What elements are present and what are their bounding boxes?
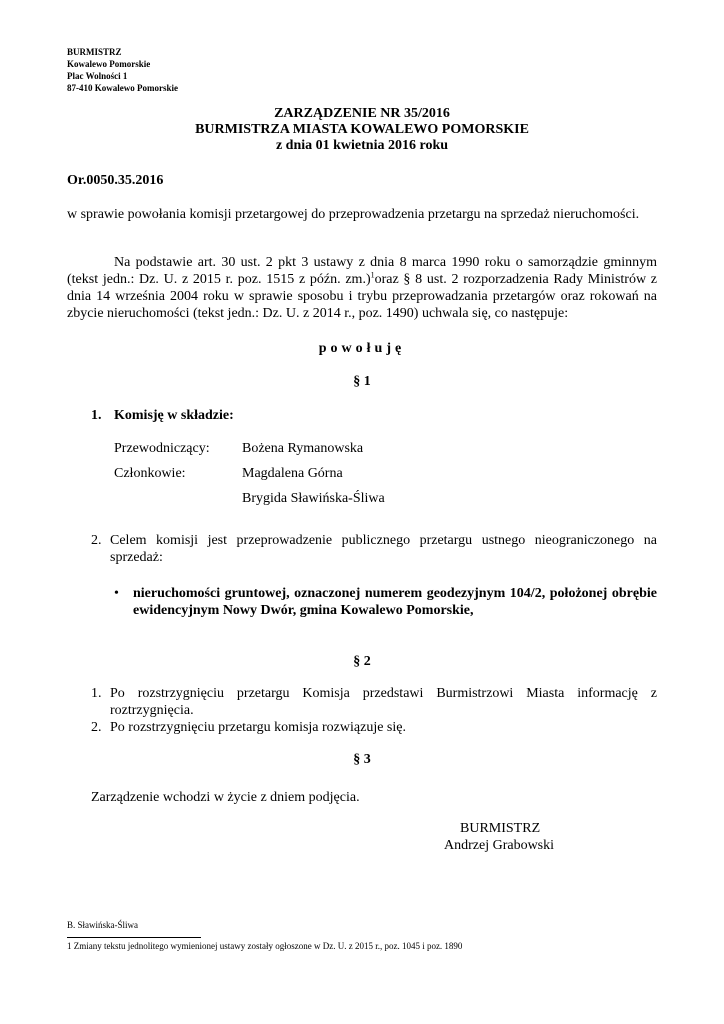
letterhead: [67, 46, 178, 94]
section-3-heading: § 3: [353, 752, 371, 767]
section-2-item-2-text: Po rozstrzygnięciu przetargu komisja rozwiązuje się.: [110, 720, 406, 735]
chair-name: Bożena Rymanowska: [242, 441, 364, 456]
document-date: z dnia 01 kwietnia 2016 roku: [275, 138, 449, 153]
legal-basis-part1: Na podstawie art. 30 ust. 2 pkt 3 ustawy z dnia 8 marca 1990 roku o samorządzie gminnym (tekst jedn.: Dz. U. z 2015 r. poz. 1515 z późn. zm.): [67, 255, 657, 287]
document-issuer: BURMISTRZA MIASTA KOWALEWO POMORSKIE: [195, 122, 529, 137]
letterhead-title: BURMISTRZ: [67, 47, 122, 57]
signature-name: Andrzej Grabowski: [444, 838, 555, 853]
decree-word: powołuję: [318, 341, 406, 356]
signature-title: BURMISTRZ: [460, 821, 541, 836]
section-2-item-2-number: 2.: [91, 720, 102, 735]
member-2-name: Brygida Sławińska-Śliwa: [242, 491, 385, 506]
committee-heading: Komisję w składzie:: [114, 408, 234, 423]
legal-basis-paragraph: [67, 254, 657, 322]
members-label: Członkowie:: [114, 466, 186, 481]
letterhead-town: Kowalewo Pomorskie: [67, 59, 151, 69]
section-2-heading: § 2: [353, 654, 371, 669]
chair-label: Przewodniczący:: [114, 441, 210, 456]
member-1-name: Magdalena Górna: [242, 466, 343, 481]
letterhead-street: Plac Wolności 1: [67, 71, 128, 81]
section-3-text: Zarządzenie wchodzi w życie z dniem podjęcia.: [91, 790, 360, 805]
letterhead-postal: 87-410 Kowalewo Pomorskie: [67, 83, 178, 93]
section-1-item-1-number: 1.: [91, 408, 102, 423]
document-title: ZARZĄDZENIE NR 35/2016: [274, 106, 450, 121]
footnote-separator: [67, 937, 201, 938]
reference-number: Or.0050.35.2016: [67, 173, 164, 188]
section-1-item-2-text: Celem komisji jest przeprowadzenie publicznego przetargu ustnego nieograniczonego na sprzedaż:: [110, 533, 657, 565]
footnote-reference: 1: [370, 270, 375, 280]
author-initials: B. Sławińska-Śliwa: [67, 920, 138, 930]
section-1-item-2-number: 2.: [91, 533, 102, 548]
section-1-heading: § 1: [353, 374, 371, 389]
bullet: •: [114, 586, 119, 601]
subject-text: w sprawie powołania komisji przetargowej do przeprowadzenia przetargu na sprzedaż nieruchomości.: [67, 207, 640, 222]
property-description: nieruchomości gruntowej, oznaczonej numerem geodezyjnym 104/2, położonej obrębie ewidencyjnym Nowy Dwór, gmina Kowalewo Pomorskie,: [133, 586, 657, 618]
section-2-item-1-text: Po rozstrzygnięciu przetargu Komisja przedstawi Burmistrzowi Miasta informację z roztrzygnięcia.: [110, 686, 657, 718]
footnote-text: 1 Zmiany tekstu jednolitego wymienionej ustawy zostały ogłoszone w Dz. U. z 2015 r., poz. 1045 i poz. 1890: [67, 941, 463, 951]
section-2-item-1-number: 1.: [91, 686, 102, 701]
legal-basis-part2: oraz § 8 ust. 2 rozporzadzenia Rady Ministrów z dnia 14 września 2004 roku w sprawie sposobu i trybu przeprowadzania przetargów oraz rokowań na zbycie nieruchomości (tekst jedn.: Dz. U. z 2014 r., poz. 1490) uchwala się, co następuje:: [67, 272, 657, 321]
